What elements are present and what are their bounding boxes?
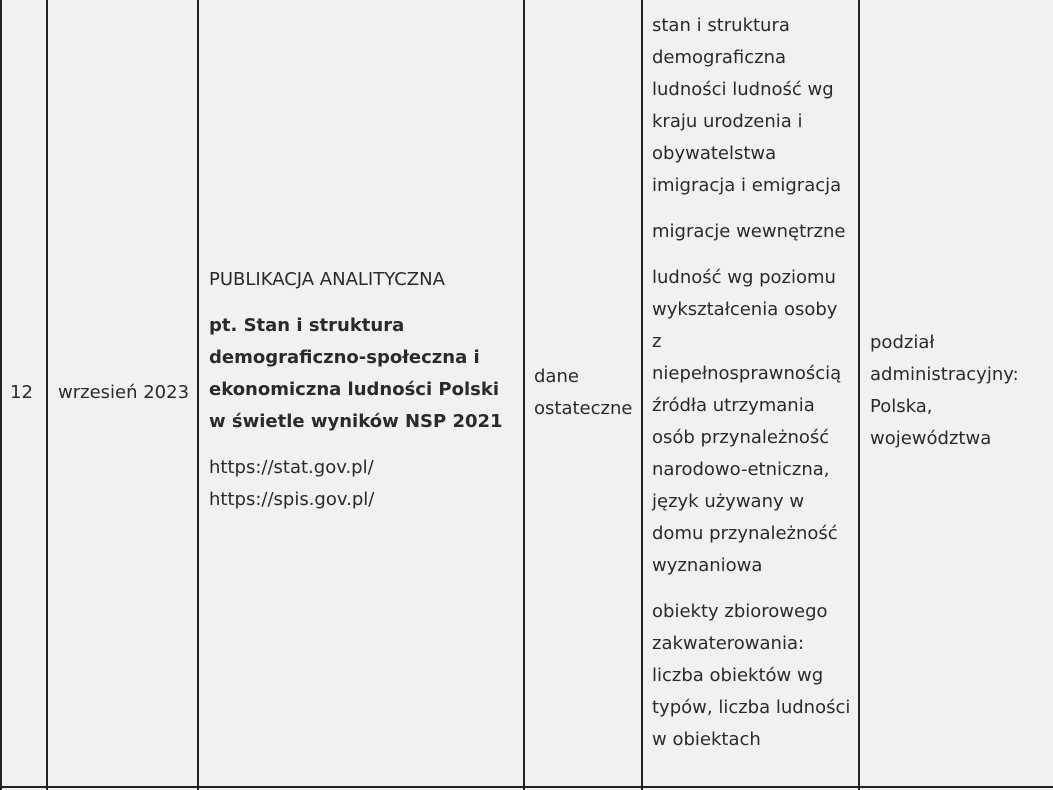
release-date: wrzesień 2023 — [58, 382, 190, 403]
subject-item: obiekty zbiorowego zakwaterowania: liczba obiektów wg typów, liczba ludności w obiektach — [652, 601, 851, 750]
subject-item: migracje wewnętrzne — [652, 221, 846, 242]
territorial-cell — [870, 0, 1046, 786]
row-border — [0, 786, 1053, 788]
publication-link-spis[interactable]: https://spis.gov.pl/ — [209, 489, 375, 510]
subject-item: ludność wg poziomu wykształcenia osoby z niepełnosprawnością źródła utrzymania osób przynależność narodowo-etniczna, język używany w domu przynależność wyznaniowa — [652, 267, 842, 576]
column-border — [858, 0, 860, 790]
column-border — [641, 0, 643, 790]
subject-item: stan i struktura demograficzna ludności ludność wg kraju urodzenia i obywatelstwa imigracja i emigracja — [652, 15, 842, 196]
data-status-cell — [534, 0, 638, 786]
subjects-cell — [652, 10, 852, 770]
data-status: dane ostateczne — [534, 366, 633, 419]
publication-cell — [209, 0, 514, 786]
row-number-cell — [10, 0, 44, 786]
column-border — [523, 0, 525, 790]
column-border — [46, 0, 48, 790]
territorial-scope: podział administracyjny: Polska, województwa — [870, 332, 1019, 449]
publication-link-stat[interactable]: https://stat.gov.pl/ — [209, 457, 374, 478]
row-number: 12 — [10, 382, 33, 403]
publication-type: PUBLIKACJA ANALITYCZNA — [209, 269, 445, 290]
date-cell — [58, 0, 194, 786]
column-border — [197, 0, 199, 790]
column-border — [0, 0, 2, 790]
publication-title: pt. Stan i struktura demograficzno-społeczna i ekonomiczna ludności Polski w świetle wyników NSP 2021 — [209, 315, 503, 432]
